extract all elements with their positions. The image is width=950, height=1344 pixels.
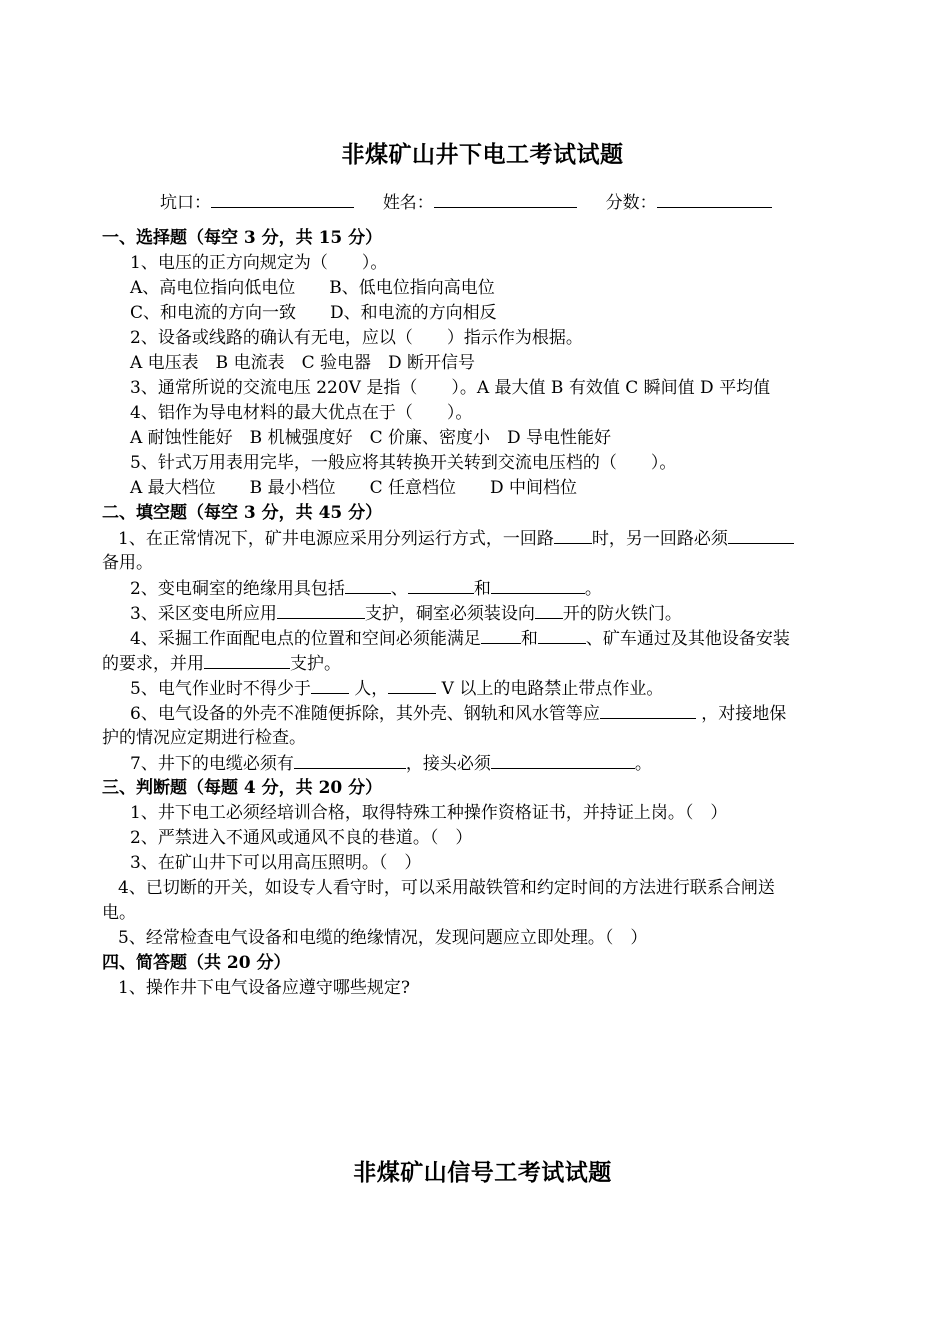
header-info-line: [160, 190, 772, 215]
short-answer-q1: 1、操作井下电气设备应遵守哪些规定?: [118, 978, 410, 998]
fill-q3-text-b: 支护，硐室必须装设向: [364, 604, 535, 624]
choice-q5: 5、针式万用表用完毕，一般应将其转换开关转到交流电压档的（ ）。: [130, 453, 677, 473]
fill-q5-blank-2[interactable]: [388, 676, 436, 694]
fill-q4-cont: [102, 651, 341, 676]
fill-q7-blank-2[interactable]: [491, 751, 635, 769]
section-heading-fill: 二、填空题（每空 3 分，共 45 分）: [102, 503, 383, 523]
fill-q3-blank-2[interactable]: [535, 601, 563, 619]
second-exam-title: 非煤矿山信号工考试试题: [353, 1159, 612, 1186]
fill-q3-blank-1[interactable]: [277, 601, 365, 619]
section-heading-choice: 一、选择题（每空 3 分，共 15 分）: [102, 228, 383, 248]
fill-q4-blank-3[interactable]: [204, 651, 290, 669]
fill-q2-blank-2[interactable]: [408, 576, 474, 594]
fill-q3: [130, 601, 682, 626]
fill-q6-text-a: 6、电气设备的外壳不准随便拆除，其外壳、钢轨和风水管等应: [130, 704, 600, 724]
fill-q1-text-a: 1、在正常情况下，矿井电源应采用分列运行方式，一回路: [118, 529, 554, 549]
fill-q4-text-c: 、矿车通过及其他设备安装: [585, 629, 790, 649]
judge-q4-cont: 电。: [102, 903, 136, 923]
pit-blank[interactable]: [211, 190, 354, 208]
fill-q1-text-b: 时，另一回路必须: [591, 529, 728, 549]
judge-q2: 2、严禁进入不通风或通风不良的巷道。（ ）: [130, 828, 473, 848]
score-blank[interactable]: [657, 190, 772, 208]
score-label: 分数：: [605, 193, 657, 213]
exam-title: 非煤矿山井下电工考试试题: [341, 141, 624, 168]
fill-q7-blank-1[interactable]: [294, 751, 406, 769]
judge-q3: 3、在矿山井下可以用高压照明。（ ）: [130, 853, 422, 873]
choice-q1-options-cd: C、和电流的方向一致 D、和电流的方向相反: [130, 303, 497, 323]
choice-q1-options-ab: A、高电位指向低电位 B、低电位指向高电位: [130, 278, 495, 298]
fill-q2-blank-1[interactable]: [345, 576, 391, 594]
fill-q6-text-b: ，对接地保: [695, 704, 787, 724]
pit-label: 坑口：: [160, 193, 211, 213]
fill-q3-text-c: 开的防火铁门。: [562, 604, 682, 624]
fill-q1-blank-1[interactable]: [554, 526, 592, 544]
fill-q3-text-a: 3、采区变电所应用: [130, 604, 277, 624]
section-heading-judge: 三、判断题（每题 4 分，共 20 分）: [102, 778, 383, 798]
judge-q4: 4、已切断的开关，如设专人看守时，可以采用敲铁管和约定时间的方法进行联系合闸送: [118, 878, 775, 898]
section-heading-short-answer: 四、简答题（共 20 分）: [102, 953, 291, 973]
fill-q2-text-c: 和: [473, 579, 491, 599]
fill-q4: [130, 626, 790, 651]
fill-q7: [130, 751, 652, 776]
fill-q5: [130, 676, 663, 701]
choice-q5-options: A 最大档位 B 最小档位 C 任意档位 D 中间档位: [130, 478, 578, 498]
fill-q1-cont: 备用。: [102, 553, 153, 573]
name-label: 姓名：: [382, 193, 434, 213]
choice-q2-options: A 电压表 B 电流表 C 验电器 D 断开信号: [130, 353, 476, 373]
name-blank[interactable]: [434, 190, 577, 208]
fill-q4-blank-1[interactable]: [481, 626, 521, 644]
fill-q2-text-d: 。: [584, 579, 602, 599]
fill-q1-blank-2[interactable]: [728, 526, 794, 544]
fill-q1: [118, 526, 794, 551]
fill-q6: [130, 701, 786, 726]
fill-q6-cont: 护的情况应定期进行检查。: [102, 728, 306, 748]
fill-q2-text-b: 、: [390, 579, 408, 599]
fill-q5-text-a: 5、电气作业时不得少于: [130, 679, 311, 699]
fill-q4-text-e: 支护。: [290, 654, 341, 674]
fill-q5-text-c: V 以上的电路禁止带点作业。: [436, 679, 664, 699]
fill-q4-text-d: 的要求，并用: [102, 654, 204, 674]
judge-q1: 1、井下电工必须经培训合格，取得特殊工种操作资格证书，并持证上岗。（ ）: [130, 803, 728, 823]
fill-q2-blank-3[interactable]: [491, 576, 585, 594]
choice-q2: 2、设备或线路的确认有无电，应以（ ）指示作为根据。: [130, 328, 583, 348]
judge-q5: 5、经常检查电气设备和电缆的绝缘情况，发现问题应立即处理。（ ）: [118, 928, 648, 948]
choice-q3: 3、通常所说的交流电压 220V 是指（ ）。A 最大值 B 有效值 C 瞬间值 D 平均值: [130, 378, 771, 398]
fill-q6-blank-1[interactable]: [600, 701, 696, 719]
fill-q5-blank-1[interactable]: [311, 676, 349, 694]
fill-q4-blank-2[interactable]: [538, 626, 586, 644]
choice-q1: 1、电压的正方向规定为（ ）。: [130, 253, 388, 273]
fill-q7-text-b: ，接头必须: [405, 754, 491, 774]
fill-q5-text-b: 人，: [348, 679, 389, 699]
fill-q2-text-a: 2、变电硐室的绝缘用具包括: [130, 579, 345, 599]
fill-q7-text-c: 。: [634, 754, 652, 774]
fill-q4-text-b: 和: [520, 629, 538, 649]
fill-q7-text-a: 7、井下的电缆必须有: [130, 754, 294, 774]
choice-q4: 4、铝作为导电材料的最大优点在于（ ）。: [130, 403, 473, 423]
fill-q4-text-a: 4、采掘工作面配电点的位置和空间必须能满足: [130, 629, 481, 649]
fill-q2: [130, 576, 602, 601]
choice-q4-options: A 耐蚀性能好 B 机械强度好 C 价廉、密度小 D 导电性能好: [130, 428, 612, 448]
